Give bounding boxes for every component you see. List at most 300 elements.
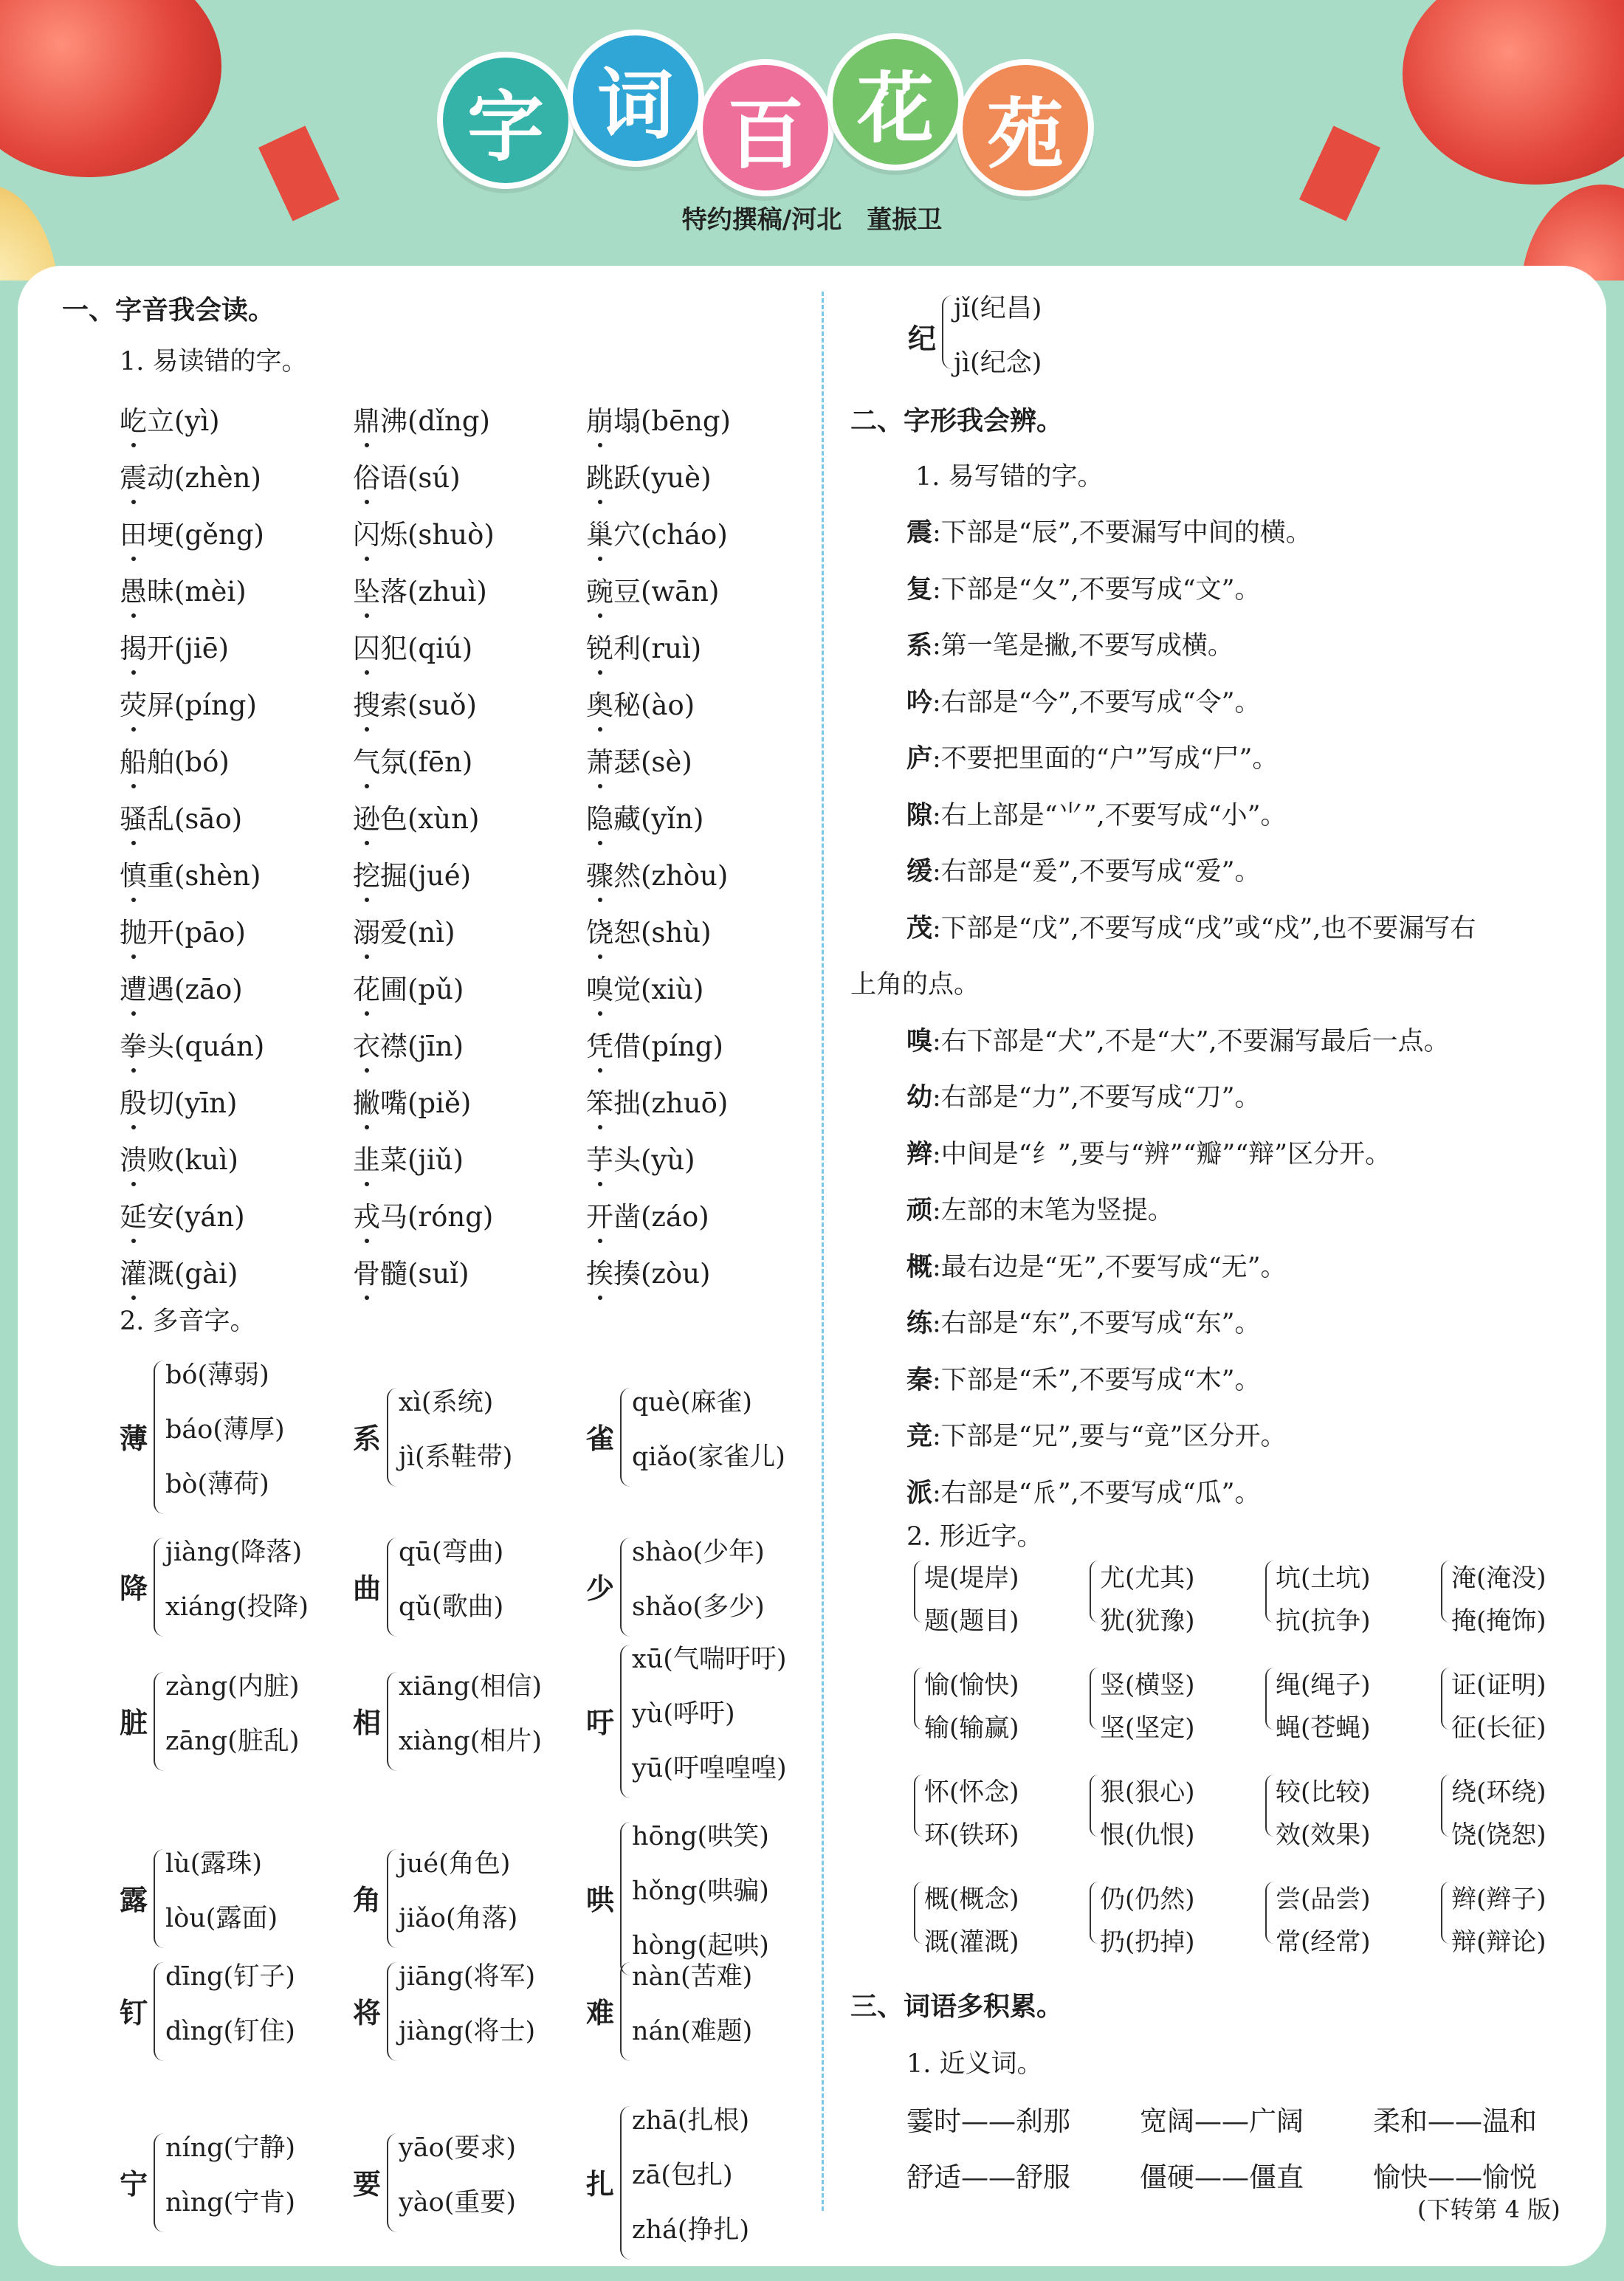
- word-item: [353, 1138, 464, 1177]
- word-item: [586, 399, 731, 438]
- word-first-char: 抛: [120, 910, 147, 950]
- similar-word: 仍(仍然): [1100, 1885, 1195, 1914]
- word-first-char: 骨: [353, 1251, 380, 1291]
- word-rest: 屏(píng): [147, 689, 257, 721]
- word-rest: 重(shèn): [147, 860, 261, 892]
- polyphone-char: 相: [353, 1707, 382, 1739]
- word-first-char: 衣: [353, 1024, 380, 1064]
- polyphone-entry: [586, 1639, 815, 1803]
- polyphone-reading: jiāng(将军): [399, 1962, 536, 1992]
- word-rest: 乱(sāo): [147, 803, 243, 835]
- error-char: 缓: [906, 857, 933, 887]
- polyphone-reading: zāng(脏乱): [165, 1727, 300, 1756]
- polyphone-reading: zhá(挣扎): [632, 2215, 750, 2245]
- word-first-char: 饶: [586, 910, 613, 950]
- word-rest: 开(pāo): [147, 917, 246, 949]
- error-char: 茂: [906, 913, 933, 943]
- error-char: 复: [906, 574, 933, 605]
- word-item: [586, 1138, 695, 1177]
- brace: [942, 295, 954, 369]
- word-rest: 秘(ào): [613, 689, 695, 721]
- polyphone-entry: [586, 1956, 815, 2065]
- error-entry: [906, 1473, 1261, 1510]
- polyphone-reading: shǎo(多少): [632, 1592, 765, 1622]
- similar-word: 怀(怀念): [924, 1778, 1019, 1807]
- word-rest: 揍(zòu): [613, 1258, 711, 1290]
- word-item: [353, 740, 472, 780]
- word-item: [586, 910, 712, 950]
- brace: [620, 1962, 632, 2061]
- similar-word: 溉(灌溉): [924, 1927, 1019, 1957]
- word-rest: 昧(mèi): [147, 576, 247, 608]
- polyphone-entry: [353, 2127, 582, 2237]
- similar-pair: [1441, 1879, 1603, 1957]
- similar-word: 蝇(苍蝇): [1276, 1713, 1371, 1743]
- subsection-1-2: 2. 多音字。: [120, 1307, 256, 1336]
- word-first-char: 拳: [120, 1024, 147, 1064]
- polyphone-reading: báo(薄厚): [165, 1415, 285, 1445]
- polyphone-char: 雀: [586, 1422, 615, 1455]
- word-item: [120, 1024, 264, 1064]
- word-first-char: 田: [120, 512, 147, 552]
- error-entry: [906, 682, 1261, 719]
- error-entry: [906, 1134, 1391, 1171]
- polyphone-reading: xiáng(投降): [165, 1592, 309, 1622]
- error-entry: [906, 1021, 1450, 1058]
- brace: [1090, 1668, 1100, 1730]
- brace: [387, 1849, 399, 1948]
- word-rest: 落(zhuì): [380, 576, 487, 608]
- synonym-pair: 僵硬——僵直: [1140, 2161, 1304, 2193]
- brace: [1441, 1561, 1451, 1623]
- error-entry: [906, 1190, 1174, 1227]
- error-note: :最右边是“旡”,不要写成“无”。: [932, 1252, 1287, 1282]
- polyphone-reading: nìng(宁肯): [165, 2188, 295, 2218]
- word-rest: 跃(yuè): [613, 462, 712, 494]
- word-rest: 马(róng): [380, 1201, 494, 1233]
- word-item: [586, 740, 692, 780]
- word-rest: 爱(nì): [380, 917, 455, 949]
- word-first-char: 搜: [353, 683, 380, 723]
- word-rest: 开(jiē): [147, 633, 230, 664]
- error-note: :下部是“兄”,要与“竟”区分开。: [932, 1422, 1287, 1451]
- polyphone-entry: [353, 1382, 582, 1491]
- error-note: :下部是“夂”,不要写成“文”。: [932, 574, 1261, 605]
- polyphone-reading: xiàng(相片): [399, 1727, 543, 1756]
- header-banner: [0, 0, 1624, 281]
- similar-word: 淹(淹没): [1451, 1563, 1546, 1593]
- word-item: [586, 967, 703, 1007]
- word-first-char: 嗅: [586, 967, 613, 1007]
- word-rest: 切(yīn): [147, 1087, 238, 1119]
- polyphone-char: 钉: [120, 1997, 148, 2029]
- word-item: [353, 910, 455, 950]
- polyphone-char: 吁: [586, 1707, 615, 1739]
- polyphone-entry: [120, 1532, 348, 1641]
- author-line: 特约撰稿/河北 董振卫: [681, 205, 943, 235]
- word-first-char: 溃: [120, 1138, 147, 1177]
- word-rest: 襟(jīn): [380, 1031, 464, 1062]
- error-char: 派: [906, 1478, 933, 1508]
- polyphone-reading: zā(包扎): [632, 2161, 733, 2190]
- polyphone-entry: [120, 1666, 348, 1775]
- word-first-char: 笨: [586, 1081, 613, 1121]
- error-char: 震: [906, 518, 933, 548]
- brace: [1265, 1561, 1276, 1623]
- word-first-char: 骚: [120, 797, 147, 836]
- word-rest: 氛(fēn): [380, 746, 473, 778]
- polyphone-entry: [353, 1532, 582, 1641]
- word-rest: 语(sú): [380, 462, 461, 494]
- polyphone-char: 薄: [120, 1422, 148, 1455]
- similar-word: 抗(抗争): [1276, 1606, 1371, 1636]
- word-item: [586, 569, 719, 609]
- word-first-char: 囚: [353, 626, 380, 666]
- error-entry: [906, 908, 1476, 945]
- word-rest: 埂(gěng): [147, 519, 264, 551]
- polyphone-entry: [586, 1532, 815, 1641]
- error-note: :不要把里面的“户”写成“尸”。: [932, 744, 1279, 774]
- word-rest: 然(zhòu): [613, 860, 729, 892]
- similar-word: 输(输赢): [924, 1713, 1019, 1743]
- brace: [154, 1672, 165, 1771]
- word-rest: 舶(bó): [147, 746, 230, 778]
- word-first-char: 豌: [586, 569, 613, 609]
- word-rest: 败(kuì): [147, 1144, 238, 1176]
- word-item: [353, 626, 472, 666]
- section-1-title: 一、字音我会读。: [62, 295, 275, 326]
- polyphone-char: 脏: [120, 1707, 148, 1739]
- similar-word: 辫(辫子): [1451, 1885, 1546, 1914]
- error-note: :右上部是“⺌”,不要写成“小”。: [932, 800, 1287, 830]
- word-first-char: 坠: [353, 569, 380, 609]
- similar-pair: [1090, 1665, 1252, 1743]
- word-rest: 觉(xiù): [613, 974, 704, 1005]
- polyphone-reading: qǔ(歌曲): [399, 1592, 504, 1622]
- polyphone-reading: xì(系统): [399, 1388, 494, 1417]
- word-first-char: 骤: [586, 853, 613, 893]
- section-2-title: 二、字形我会辨。: [850, 406, 1064, 436]
- polyphone-entry: [353, 1666, 582, 1775]
- word-rest: 头(quán): [147, 1031, 265, 1062]
- polyphone-reading: jué(角色): [399, 1849, 511, 1879]
- word-item: [586, 512, 728, 552]
- polyphone-char: 曲: [353, 1572, 382, 1605]
- word-item: [586, 1081, 728, 1121]
- polyphone-reading: bò(薄荷): [165, 1470, 269, 1499]
- brace: [1265, 1775, 1276, 1837]
- word-first-char: 挨: [586, 1251, 613, 1291]
- polyphone-reading: jǐ(纪昌): [954, 294, 1042, 323]
- word-item: [120, 740, 230, 780]
- word-rest: 嘴(piě): [380, 1087, 472, 1119]
- polyphone-reading: yào(重要): [399, 2188, 517, 2218]
- polyphone-reading: jì(纪念): [954, 348, 1042, 378]
- word-first-char: 俗: [353, 455, 380, 495]
- error-note: :右部是“今”,不要写成“令”。: [932, 687, 1261, 718]
- word-item: [353, 683, 477, 723]
- similar-word: 竖(横竖): [1100, 1671, 1195, 1700]
- word-item: [120, 910, 246, 950]
- word-rest: 犯(qiú): [380, 633, 473, 664]
- word-rest: 色(xùn): [380, 803, 480, 835]
- word-first-char: 撇: [353, 1081, 380, 1121]
- word-rest: 借(píng): [613, 1031, 723, 1062]
- error-note: :下部是“戊”,不要写成“戌”或“戍”,也不要漏写右: [932, 913, 1476, 943]
- title-char-bubble: 词: [567, 30, 704, 167]
- polyphone-reading: yù(呼吁): [632, 1699, 735, 1729]
- error-note: :右部是“东”,不要写成“东”。: [932, 1309, 1261, 1338]
- word-item: [353, 455, 461, 495]
- brace: [914, 1668, 924, 1730]
- word-item: [120, 797, 242, 836]
- word-first-char: 溺: [353, 910, 380, 950]
- brace: [1441, 1668, 1451, 1730]
- word-rest: 索(suǒ): [380, 689, 477, 721]
- brace: [154, 1962, 165, 2061]
- similar-word: 愉(愉快): [924, 1671, 1019, 1700]
- word-first-char: 延: [120, 1194, 147, 1234]
- word-item: [120, 455, 261, 495]
- error-char: 庐: [906, 744, 933, 774]
- brace: [914, 1775, 924, 1837]
- lantern-left-red: [0, 0, 221, 177]
- word-rest: 溉(gài): [147, 1258, 238, 1290]
- error-note: :右部是“力”,不要写成“刀”。: [932, 1083, 1261, 1112]
- word-rest: 髓(suǐ): [380, 1258, 469, 1290]
- error-note: :中间是“纟”,要与“辨”“瓣”“辩”区分开。: [932, 1139, 1391, 1169]
- word-first-char: 愚: [120, 569, 147, 609]
- polyphone-reading: shào(少年): [632, 1538, 765, 1567]
- word-first-char: 奥: [586, 683, 613, 723]
- word-item: [586, 853, 728, 893]
- similar-word: 辩(辩论): [1451, 1927, 1546, 1957]
- word-rest: 利(ruì): [613, 633, 702, 664]
- brace: [387, 1388, 399, 1487]
- word-item: [353, 1194, 493, 1234]
- word-item: [353, 1024, 464, 1064]
- brace: [154, 2133, 165, 2232]
- word-item: [353, 967, 464, 1007]
- similar-pair: [1441, 1558, 1603, 1636]
- error-char: 吟: [906, 687, 933, 718]
- similar-word: 掩(掩饰): [1451, 1606, 1546, 1636]
- error-char: 隙: [906, 800, 933, 830]
- word-first-char: 鼎: [353, 399, 380, 438]
- similar-pair: [914, 1665, 1076, 1743]
- word-item: [353, 797, 479, 836]
- error-char: 系: [906, 631, 933, 661]
- polyphone-entry: [586, 2100, 815, 2264]
- word-rest: 烁(shuò): [380, 519, 495, 551]
- error-note: :右部是“爰”,不要写成“爱”。: [932, 857, 1261, 887]
- similar-word: 坑(土坑): [1276, 1563, 1371, 1593]
- synonym-pair: 舒适——舒服: [906, 2161, 1070, 2193]
- similar-word: 饶(饶恕): [1451, 1820, 1546, 1850]
- word-first-char: 气: [353, 740, 380, 780]
- word-first-char: 慎: [120, 853, 147, 893]
- word-rest: 拙(zhuō): [613, 1087, 729, 1119]
- polyphone-reading: dīng(钉子): [165, 1962, 295, 1992]
- polyphone-reading: jì(系鞋带): [399, 1442, 513, 1472]
- error-entry: [906, 569, 1261, 606]
- brace: [1090, 1561, 1100, 1623]
- polyphone-entry: [353, 1843, 582, 1953]
- error-note: :下部是“辰”,不要漏写中间的横。: [932, 518, 1312, 548]
- error-char: 辫: [906, 1139, 933, 1169]
- similar-word: 较(比较): [1276, 1778, 1371, 1807]
- polyphone-char: 扎: [586, 2168, 615, 2201]
- error-entry: [906, 1360, 1261, 1397]
- word-item: [353, 399, 490, 438]
- subsection-2-2: 2. 形近字。: [906, 1522, 1043, 1552]
- error-note: :右下部是“犬”,不是“大”,不要漏写最后一点。: [932, 1026, 1450, 1056]
- similar-pair: [1090, 1772, 1252, 1850]
- polyphone-reading: hǒng(哄骗): [632, 1876, 769, 1906]
- similar-word: 题(题目): [924, 1606, 1019, 1636]
- polyphone-char: 哄: [586, 1884, 615, 1916]
- brace: [1441, 1775, 1451, 1837]
- polyphone-char: 难: [586, 1997, 615, 2029]
- word-rest: 菜(jiǔ): [380, 1144, 464, 1176]
- error-entry: [850, 964, 980, 1001]
- error-note: :下部是“禾”,不要写成“木”。: [932, 1365, 1261, 1395]
- polyphone-reading: hōng(哄笑): [632, 1822, 769, 1851]
- word-first-char: 巢: [586, 512, 613, 552]
- polyphone-reading: jiàng(将士): [399, 2017, 536, 2046]
- polyphone-reading: lòu(露面): [165, 1904, 278, 1933]
- error-entry: [906, 851, 1261, 888]
- word-item: [120, 569, 247, 609]
- word-item: [120, 1251, 238, 1291]
- subsection-2-1: 1. 易写错的字。: [915, 462, 1104, 492]
- word-item: [120, 1138, 238, 1177]
- word-first-char: 开: [586, 1194, 613, 1234]
- word-rest: 塌(bēng): [613, 405, 731, 437]
- brace: [387, 1538, 399, 1637]
- word-item: [120, 399, 220, 438]
- word-item: [120, 512, 264, 552]
- error-entry: [906, 1077, 1261, 1114]
- word-first-char: 逊: [353, 797, 380, 836]
- polyphone-char: 要: [353, 2168, 382, 2201]
- word-item: [353, 1081, 471, 1121]
- word-item: [353, 853, 471, 893]
- word-item: [353, 512, 495, 552]
- word-rest: 圃(pǔ): [380, 974, 464, 1005]
- section-3-title: 三、词语多积累。: [850, 1992, 1064, 2022]
- similar-word: 坚(坚定): [1100, 1713, 1195, 1743]
- word-item: [120, 853, 261, 893]
- brace: [1265, 1668, 1276, 1730]
- word-item: [586, 683, 695, 723]
- word-rest: 遇(zāo): [147, 974, 243, 1005]
- word-first-char: 荧: [120, 683, 147, 723]
- polyphone-reading: hòng(起哄): [632, 1931, 769, 1961]
- word-item: [353, 1251, 469, 1291]
- word-first-char: 韭: [353, 1138, 380, 1177]
- similar-word: 犹(犹豫): [1100, 1606, 1195, 1636]
- error-note: :右部是“𠂢”,不要写成“瓜”。: [932, 1478, 1261, 1508]
- similar-pair: [914, 1879, 1076, 1957]
- brace: [620, 1645, 632, 1798]
- error-char: 竞: [906, 1422, 933, 1451]
- word-item: [586, 1251, 710, 1291]
- title-char-bubble: 花: [827, 33, 964, 171]
- subsection-1-1: 1. 易读错的字。: [120, 347, 308, 376]
- title-char-bubble: 字: [437, 52, 574, 189]
- word-first-char: 崩: [586, 399, 613, 438]
- word-first-char: 震: [120, 455, 147, 495]
- polyphone-char: 降: [120, 1572, 148, 1605]
- word-first-char: 戎: [353, 1194, 380, 1234]
- word-first-char: 锐: [586, 626, 613, 666]
- brace: [387, 1672, 399, 1771]
- brace: [620, 1538, 632, 1637]
- similar-pair: [1265, 1558, 1428, 1636]
- word-first-char: 凭: [586, 1024, 613, 1064]
- similar-word: 概(概念): [924, 1885, 1019, 1914]
- word-first-char: 灌: [120, 1251, 147, 1291]
- word-rest: 沸(dǐng): [380, 405, 490, 437]
- word-item: [586, 626, 701, 666]
- brace: [154, 1849, 165, 1948]
- similar-word: 恨(仇恨): [1100, 1820, 1195, 1850]
- synonym-pair: 宽阔——广阔: [1140, 2105, 1304, 2137]
- polyphone-entry: [586, 1382, 815, 1491]
- word-rest: 豆(wān): [613, 576, 720, 608]
- polyphone-char: 宁: [120, 2168, 148, 2201]
- polyphone-entry: [120, 1843, 348, 1953]
- polyphone-char: 少: [586, 1572, 615, 1605]
- word-item: [120, 683, 257, 723]
- polyphone-entry: [120, 1355, 348, 1518]
- error-entry: [906, 512, 1312, 549]
- polyphone-char: 角: [353, 1884, 382, 1916]
- column-divider: [822, 292, 824, 2211]
- polyphone-entry: [353, 1956, 582, 2065]
- polyphone-char: 露: [120, 1884, 148, 1916]
- polyphone-reading: yāo(要求): [399, 2133, 517, 2163]
- polyphone-reading: zhā(扎根): [632, 2106, 750, 2136]
- error-entry: [906, 738, 1278, 775]
- error-char: 练: [906, 1309, 933, 1338]
- lantern-right-red: [1403, 0, 1624, 185]
- word-rest: 穴(cháo): [613, 519, 728, 551]
- polyphone-reading: dìng(钉住): [165, 2017, 295, 2046]
- word-first-char: 遭: [120, 967, 147, 1007]
- polyphone-reading: jiǎo(角落): [399, 1904, 518, 1933]
- word-item: [353, 569, 487, 609]
- word-first-char: 跳: [586, 455, 613, 495]
- word-rest: 恕(shù): [613, 917, 712, 949]
- error-note: 上角的点。: [850, 970, 980, 1000]
- polyphone-reading: bó(薄弱): [165, 1360, 269, 1390]
- polyphone-reading: nán(难题): [632, 2017, 753, 2046]
- word-item: [586, 797, 703, 836]
- polyphone-reading: yū(吁喤喤喤): [632, 1754, 787, 1783]
- similar-word: 尝(品尝): [1276, 1885, 1371, 1914]
- word-first-char: 揭: [120, 626, 147, 666]
- similar-pair: [1265, 1665, 1428, 1743]
- brace: [620, 2106, 632, 2260]
- error-entry: [906, 625, 1234, 662]
- error-note: :第一笔是撇,不要写成横。: [932, 631, 1234, 661]
- word-first-char: 屹: [120, 399, 147, 438]
- brace: [387, 1962, 399, 2061]
- word-rest: 瑟(sè): [613, 746, 692, 778]
- brace: [1090, 1775, 1100, 1837]
